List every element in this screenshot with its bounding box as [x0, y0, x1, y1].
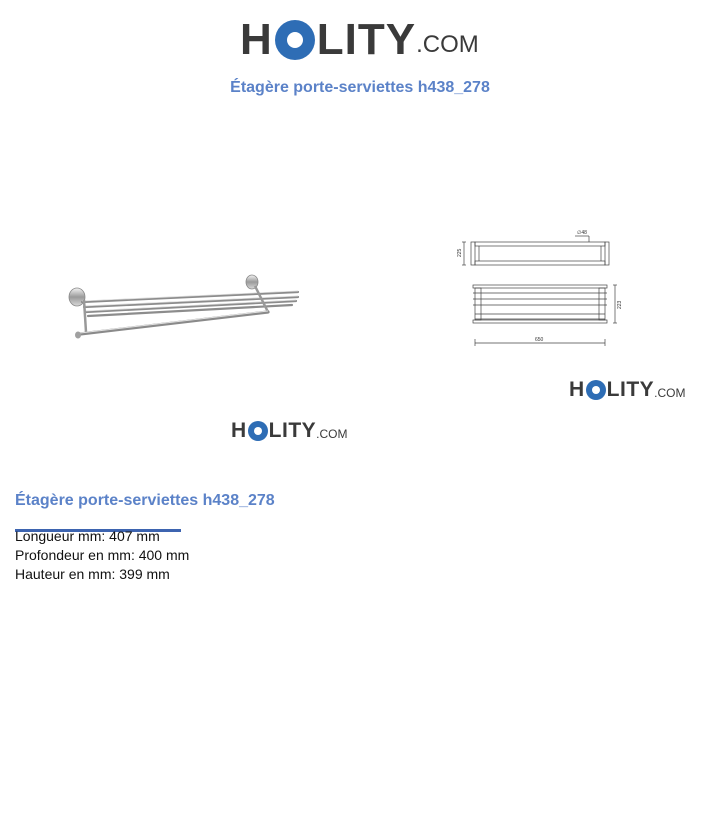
logo-text-left: H	[240, 15, 273, 64]
drawing-logo	[569, 377, 686, 403]
logo-text-right: LITY	[268, 419, 317, 442]
dimension-diameter: ∅48	[577, 230, 587, 236]
logo-text-left: H	[569, 378, 585, 401]
dimension-height: 223	[617, 300, 623, 309]
spec-length: Longueur mm: 407 mm	[15, 528, 160, 544]
logo-text-right: LITY	[606, 378, 655, 401]
logo-o-icon	[248, 421, 268, 441]
technical-drawing	[455, 225, 625, 350]
spec-depth: Profondeur en mm: 400 mm	[15, 547, 190, 563]
page-title: Étagère porte-serviettes h438_278	[230, 79, 490, 96]
logo-o-icon	[586, 380, 606, 400]
product-photo	[60, 262, 310, 352]
product-title: Étagère porte-serviettes h438_278	[15, 492, 275, 509]
logo-suffix: .COM	[316, 426, 348, 441]
logo-suffix: .COM	[654, 385, 686, 400]
dimension-width: 650	[535, 337, 544, 343]
photo-logo	[231, 418, 348, 444]
dimension-depth: 225	[457, 248, 463, 257]
logo-text-right: LITY	[316, 15, 417, 64]
logo-suffix: .COM	[416, 31, 479, 58]
logo-text-left: H	[231, 419, 247, 442]
logo-o-icon	[275, 20, 315, 60]
spec-height: Hauteur en mm: 399 mm	[15, 566, 170, 582]
brand-logo	[240, 12, 479, 68]
